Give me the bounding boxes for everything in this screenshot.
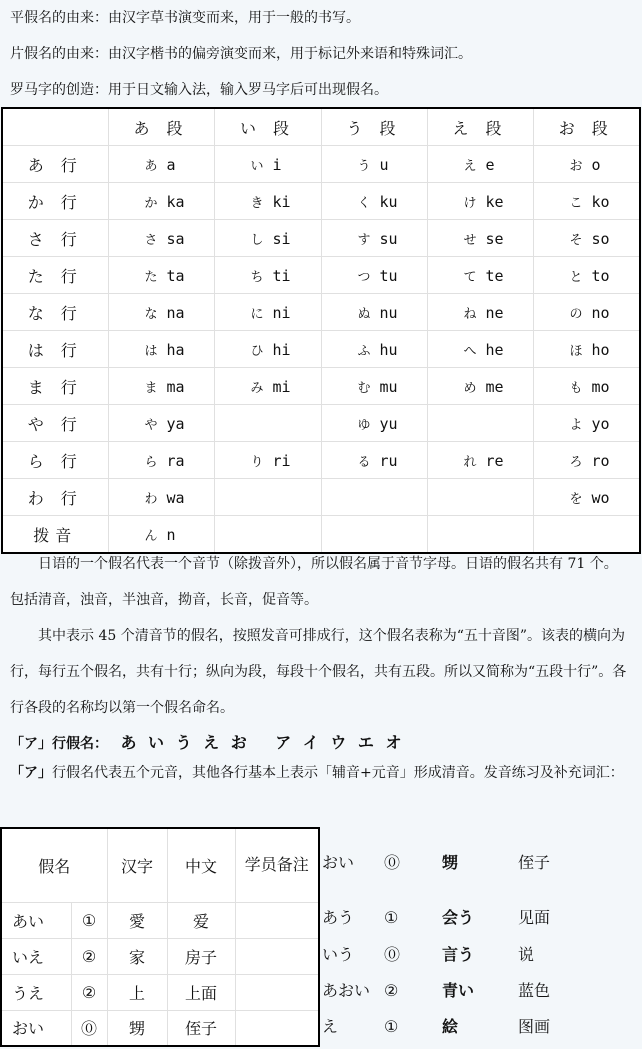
kana-cell (321, 146, 427, 183)
kana-cell (533, 294, 640, 331)
kana-cell (214, 405, 321, 442)
kana-cell (321, 368, 427, 405)
kana-glyph: れ (463, 454, 477, 470)
kana-cell (108, 183, 214, 220)
romaji: tu (379, 266, 398, 285)
kana-row (2, 368, 640, 405)
romaji: ka (166, 192, 185, 211)
kana-cell (427, 183, 533, 220)
romaji: ha (166, 340, 185, 359)
kana-cell (108, 294, 214, 331)
kana-cell (214, 442, 321, 479)
romaji: mu (379, 377, 398, 396)
column-header: い 段 (214, 108, 321, 146)
kana-glyph: き (250, 195, 264, 211)
kana-glyph: て (463, 269, 477, 285)
kana-cell (533, 220, 640, 257)
row-header: な 行 (2, 294, 108, 331)
vocab-kanji: 言う (442, 945, 475, 964)
kana-cell (108, 331, 214, 368)
romaji: re (485, 451, 504, 470)
a-row-katakana: ア イ ウ エ オ (275, 733, 402, 752)
kana-cell (321, 331, 427, 368)
kana-glyph: お (569, 158, 583, 174)
romaji: wa (166, 488, 185, 507)
kana-glyph: け (463, 195, 477, 211)
romaji: ni (272, 303, 291, 322)
kana-row (2, 220, 640, 257)
vocab-header: 汉字 (107, 828, 167, 902)
vocab-note (235, 902, 319, 938)
kana-glyph: や (144, 417, 158, 433)
row-header: た 行 (2, 257, 108, 294)
kana-header-row (2, 108, 640, 146)
kana-glyph: ね (463, 306, 477, 322)
romaji: so (591, 229, 610, 248)
romaji: he (485, 340, 504, 359)
romaji: i (272, 155, 282, 174)
row-header: は 行 (2, 331, 108, 368)
vocab-right-row (322, 1009, 642, 1045)
kana-cell (321, 220, 427, 257)
vocab-header-row (1, 828, 319, 902)
romaji: yo (591, 414, 610, 433)
kana-glyph: ひ (250, 343, 264, 359)
vocab-kana: うえ (1, 974, 71, 1010)
kana-glyph: こ (569, 195, 583, 211)
column-header: あ 段 (108, 108, 214, 146)
kana-cell (427, 368, 533, 405)
kana-glyph: す (357, 232, 371, 248)
kana-glyph: ら (144, 454, 158, 470)
kana-glyph: ち (250, 269, 264, 285)
vocab-right-row (322, 973, 642, 1009)
kana-glyph: ふ (357, 343, 371, 359)
romaji: mi (272, 377, 291, 396)
kana-glyph: ろ (569, 454, 583, 470)
vocab-kanji: 愛 (107, 902, 167, 938)
kana-cell (533, 183, 640, 220)
vocab-kana: いう (322, 945, 355, 964)
kana-glyph: に (250, 306, 264, 322)
row-header: や 行 (2, 405, 108, 442)
kana-glyph: か (144, 195, 158, 211)
vocab-kanji: 家 (107, 938, 167, 974)
romaji: a (166, 155, 176, 174)
kana-cell (533, 331, 640, 368)
romaji: ro (591, 451, 610, 470)
vocab-chinese: 侄子 (167, 1010, 235, 1046)
romaji: na (166, 303, 185, 322)
kana-cell (214, 146, 321, 183)
gojuon-table (1, 107, 641, 554)
kana-glyph: み (250, 380, 264, 396)
kana-cell (321, 183, 427, 220)
vocab-accent: ⓪ (71, 1010, 107, 1046)
romaji: su (379, 229, 398, 248)
kana-cell (427, 442, 533, 479)
kana-glyph: る (357, 454, 371, 470)
row-header: か 行 (2, 183, 108, 220)
vocab-accent: ⓪ (384, 853, 401, 872)
row-header: ま 行 (2, 368, 108, 405)
kana-row (2, 183, 640, 220)
romaji: to (591, 266, 610, 285)
vocab-kanji: 会う (442, 908, 475, 927)
vocab-kana: おい (1, 1010, 71, 1046)
vocab-chinese: 上面 (167, 974, 235, 1010)
vocab-chinese: 图画 (518, 1017, 551, 1036)
vocab-accent: ② (71, 938, 107, 974)
kana-cell (214, 220, 321, 257)
vocab-kana: いえ (1, 938, 71, 974)
kana-glyph: つ (357, 269, 371, 285)
vocab-right-row (322, 900, 642, 936)
vocab-right-row (322, 937, 642, 973)
kana-cell (321, 479, 427, 516)
romaji: ra (166, 451, 185, 470)
kana-cell (108, 442, 214, 479)
kana-glyph: せ (463, 232, 477, 248)
kana-glyph: さ (144, 232, 158, 248)
kana-cell (427, 257, 533, 294)
romaji: hi (272, 340, 291, 359)
romaji: ne (485, 303, 504, 322)
kana-cell (533, 257, 640, 294)
kana-glyph: の (569, 306, 583, 322)
kana-glyph: ぬ (357, 306, 371, 322)
vocab-kana: あう (322, 908, 355, 927)
romaji: ru (379, 451, 398, 470)
romaji: o (591, 155, 601, 174)
romaji: ko (591, 192, 610, 211)
kana-cell (427, 294, 533, 331)
romaji: ti (272, 266, 291, 285)
vocab-row (1, 902, 319, 938)
vocab-chinese: 说 (518, 945, 535, 964)
vocab-accent: ① (384, 1017, 399, 1036)
intro-line-hiragana: 平假名的由来：由汉字草书演变而来，用于一般的书写。 (10, 10, 360, 26)
kana-cell (108, 479, 214, 516)
column-header: え 段 (427, 108, 533, 146)
vocab-chinese: 蓝色 (518, 981, 551, 1000)
romaji: ke (485, 192, 504, 211)
vocab-kana: あおい (322, 981, 371, 1000)
row-header: ら 行 (2, 442, 108, 479)
kana-cell (427, 405, 533, 442)
vocab-chinese: 侄子 (518, 853, 551, 872)
kana-cell (108, 405, 214, 442)
kana-glyph: え (463, 158, 477, 174)
kana-row (2, 479, 640, 516)
romaji: si (272, 229, 291, 248)
kana-cell (427, 479, 533, 516)
row-header: 拨音 (2, 516, 108, 554)
romaji: mo (591, 377, 610, 396)
vocab-kanji: 上 (107, 974, 167, 1010)
vocab-kanji: 青い (442, 981, 475, 1000)
intro-line-katakana: 片假名的由来：由汉字楷书的偏旁演变而来，用于标记外来语和特殊词汇。 (10, 46, 472, 62)
kana-cell (214, 257, 321, 294)
kana-glyph: よ (569, 417, 583, 433)
kana-cell (533, 368, 640, 405)
romaji: se (485, 229, 504, 248)
corner-cell (2, 108, 108, 146)
row-header: わ 行 (2, 479, 108, 516)
vocab-kanji: 甥 (107, 1010, 167, 1046)
kana-cell (214, 479, 321, 516)
a-row-hiragana: あ い う え お (120, 733, 247, 752)
kana-cell (321, 405, 427, 442)
vocab-kana: あい (1, 902, 71, 938)
kana-cell (214, 331, 321, 368)
vocab-kana: え (322, 1017, 339, 1036)
romaji: me (485, 377, 504, 396)
kana-cell (108, 368, 214, 405)
vocab-header: 学员备注 (235, 828, 319, 902)
kana-glyph: ん (144, 528, 158, 544)
vocab-chinese: 房子 (167, 938, 235, 974)
romaji: e (485, 155, 495, 174)
romaji: ki (272, 192, 291, 211)
row-header: さ 行 (2, 220, 108, 257)
romaji: ma (166, 377, 185, 396)
kana-glyph: と (569, 269, 583, 285)
kana-glyph: を (569, 491, 583, 507)
header-kana: 假名 (1, 828, 107, 902)
kana-cell (108, 257, 214, 294)
kana-glyph: は (144, 343, 158, 359)
kana-cell (533, 405, 640, 442)
vocab-row (1, 974, 319, 1010)
kana-glyph: た (144, 269, 158, 285)
vocab-note (235, 938, 319, 974)
kana-cell (321, 442, 427, 479)
kana-row (2, 442, 640, 479)
paragraph-gojuon: 其中表示 45 个清音节的假名，按照发音可排成行，这个假名表称为“五十音图”。该表的横向为行，每行五个假名，共有十行；纵向为段，每段十个假名，共有五段。所以又简称为“五段十行”。各行各段的名称均以第一个假名命名。 (10, 628, 627, 716)
kana-glyph: ゆ (357, 417, 371, 433)
kana-cell (533, 479, 640, 516)
kana-cell (214, 368, 321, 405)
kana-glyph: わ (144, 491, 158, 507)
vocab-accent: ⓪ (384, 945, 401, 964)
romaji: ta (166, 266, 185, 285)
kana-glyph: ま (144, 380, 158, 396)
kana-glyph: り (250, 454, 264, 470)
vocab-note (235, 974, 319, 1010)
romaji: hu (379, 340, 398, 359)
kana-glyph: そ (569, 232, 583, 248)
romaji: n (166, 525, 176, 544)
vocab-chinese: 见面 (518, 908, 551, 927)
vocab-chinese: 爱 (167, 902, 235, 938)
paragraph-kana-intro: 日语的一个假名代表一个音节（除拨音外），所以假名属于音节字母。日语的假名共有 71 个。包括清音，浊音，半浊音，拗音，长音，促音等。 (10, 556, 618, 608)
vocab-accent: ① (384, 908, 399, 927)
vocab-row (1, 938, 319, 974)
paragraph-vowels: 「ア」行假名代表五个元音，其他各行基本上表示「辅音+元音」形成清音。发音练习及补充词汇： (10, 765, 624, 781)
kana-glyph: く (357, 195, 371, 211)
vocab-accent: ② (384, 981, 399, 1000)
romaji: wo (591, 488, 610, 507)
romaji: te (485, 266, 504, 285)
column-header: う 段 (321, 108, 427, 146)
vocab-right-row (322, 845, 642, 881)
row-header: あ 行 (2, 146, 108, 183)
kana-cell (321, 294, 427, 331)
a-row-label: 「ア」行假名： (10, 736, 108, 752)
kana-cell (214, 183, 321, 220)
romaji: u (379, 155, 389, 174)
romaji: ho (591, 340, 610, 359)
romaji: no (591, 303, 610, 322)
kana-glyph: へ (463, 343, 477, 359)
romaji: ri (272, 451, 291, 470)
romaji: ku (379, 192, 398, 211)
kana-glyph: し (250, 232, 264, 248)
kana-row (2, 331, 640, 368)
vocab-kanji: 絵 (442, 1017, 459, 1036)
kana-cell (108, 146, 214, 183)
kana-glyph: め (463, 380, 477, 396)
a-row-line (10, 730, 402, 753)
romaji: sa (166, 229, 185, 248)
romaji: ya (166, 414, 185, 433)
vocab-table (0, 827, 320, 1047)
kana-glyph: ほ (569, 343, 583, 359)
romaji: nu (379, 303, 398, 322)
kana-glyph: い (250, 158, 264, 174)
kana-row (2, 405, 640, 442)
vocab-header: 中文 (167, 828, 235, 902)
romaji: yu (379, 414, 398, 433)
kana-glyph: あ (144, 158, 158, 174)
kana-row (2, 146, 640, 183)
kana-cell (214, 294, 321, 331)
kana-glyph: も (569, 380, 583, 396)
kana-cell (533, 146, 640, 183)
kana-cell (321, 257, 427, 294)
vocab-row (1, 1010, 319, 1046)
kana-cell (427, 331, 533, 368)
kana-glyph: む (357, 380, 371, 396)
intro-line-romaji: 罗马字的创造：用于日文输入法，输入罗马字后可出现假名。 (10, 82, 388, 98)
vocab-accent: ① (71, 902, 107, 938)
kana-cell (427, 220, 533, 257)
kana-glyph: な (144, 306, 158, 322)
vocab-note (235, 1010, 319, 1046)
kana-cell (427, 146, 533, 183)
column-header: お 段 (533, 108, 640, 146)
kana-cell (533, 442, 640, 479)
kana-row (2, 257, 640, 294)
vocab-kanji: 甥 (442, 853, 459, 872)
vocab-kana: おい (322, 853, 355, 872)
vocab-accent: ② (71, 974, 107, 1010)
kana-glyph: う (357, 158, 371, 174)
kana-row (2, 294, 640, 331)
kana-cell (108, 220, 214, 257)
